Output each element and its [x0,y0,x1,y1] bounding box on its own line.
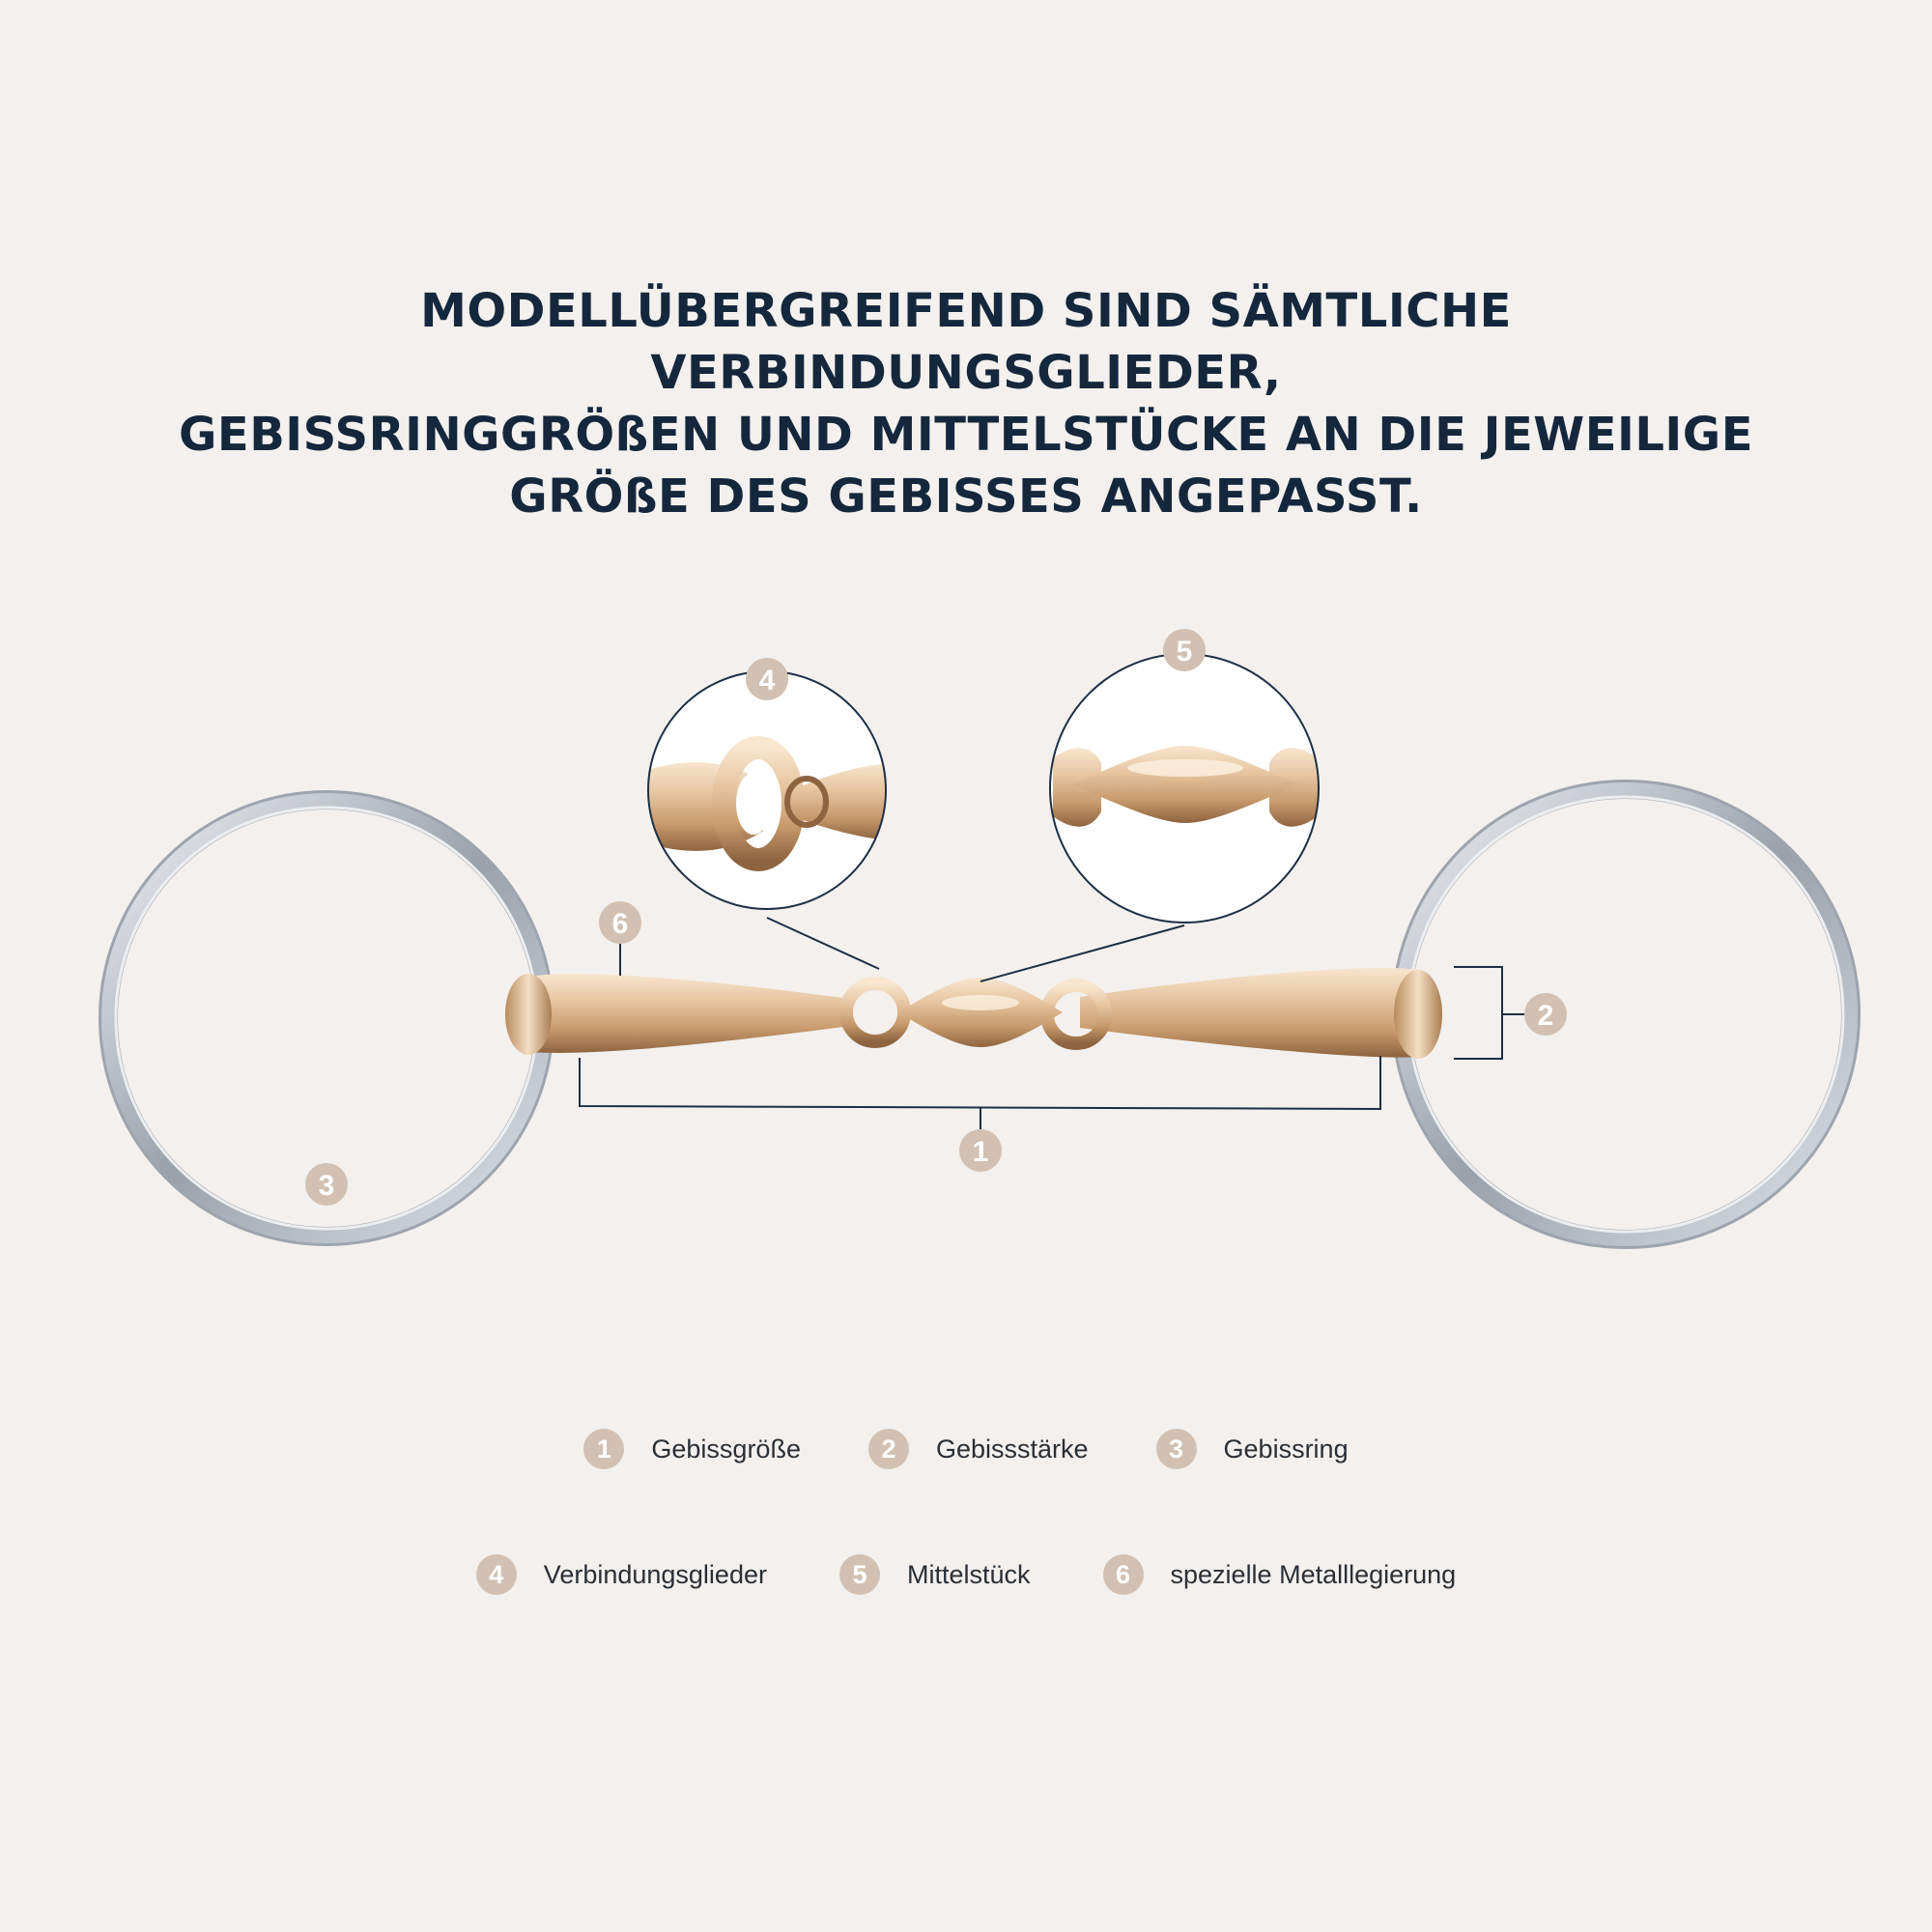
headline-line: GEBISSRINGGRÖßEN UND MITTELSTÜCKE AN DIE JEWEILIGE [179,408,1753,462]
svg-text:4: 4 [758,665,776,696]
connecting-links-zoom [638,671,898,909]
legend-label: spezielle Metalllegierung [1170,1559,1457,1589]
headline-line: GRÖßE DES GEBISSES ANGEPASST. [509,469,1423,524]
badge-4 [746,658,788,700]
legend-label: Gebissring [1223,1434,1349,1463]
legend-label: Mittelstück [906,1559,1031,1589]
right-bit-ring [1401,789,1851,1239]
legend-number: 2 [868,1429,909,1469]
legend-number: 5 [839,1554,880,1595]
legend-item-center-piece [839,1554,1031,1595]
badge-2 [1524,993,1567,1036]
headline-line: MODELLÜBERGREIFEND SIND SÄMTLICHE VERBINDUNGSGLIEDER, [420,284,1512,400]
legend-item-bit-ring [1156,1429,1349,1469]
legend-number: 1 [583,1429,624,1469]
legend-row-1 [0,1420,1932,1478]
badge-1 [959,1129,1002,1172]
badge-3 [305,1163,348,1206]
badge-6 [599,901,641,944]
legend-number: 3 [1156,1429,1197,1469]
legend-item-connecting-links [476,1554,767,1595]
svg-text:5: 5 [1176,636,1193,668]
legend-row-2 [0,1546,1932,1604]
legend-item-bit-thickness [868,1429,1089,1469]
svg-text:1: 1 [972,1136,989,1168]
svg-text:6: 6 [611,908,629,940]
mouthpiece [505,968,1442,1059]
legend-item-bit-size [583,1429,801,1469]
badge-5 [1163,629,1206,671]
legend-label: Gebissstärke [935,1434,1089,1463]
svg-text:3: 3 [318,1170,335,1202]
center-piece-zoom [1050,654,1319,923]
legend-item-metal-alloy [1103,1554,1457,1595]
legend-label: Verbindungsglieder [543,1559,767,1589]
legend-number: 6 [1103,1554,1144,1595]
legend-number: 4 [476,1554,517,1595]
svg-text:2: 2 [1537,1000,1554,1032]
legend-label: Gebissgröße [651,1434,801,1463]
